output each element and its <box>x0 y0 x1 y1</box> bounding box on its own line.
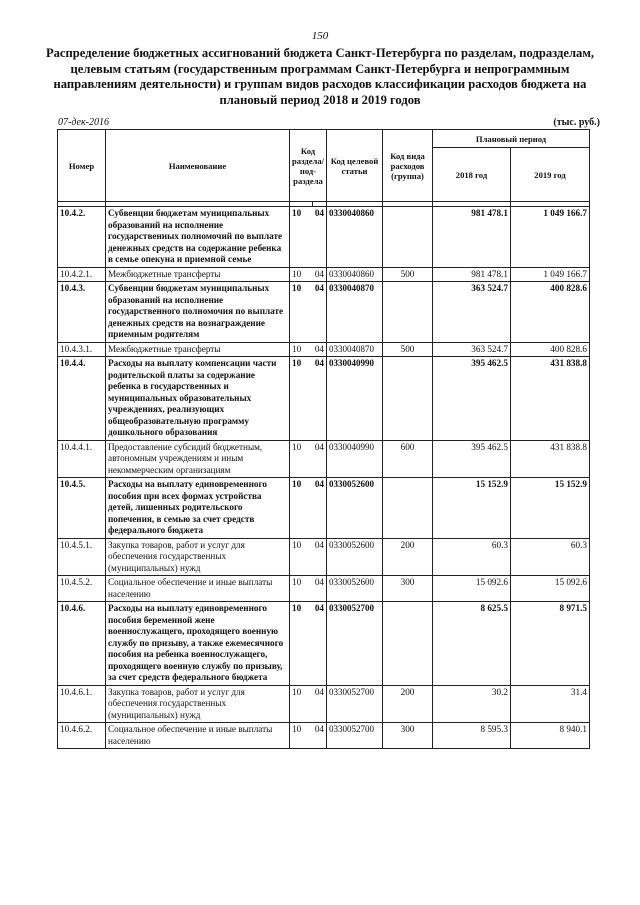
table-row <box>58 267 590 282</box>
row-section: 10 <box>290 207 313 268</box>
row-article: 0330040860 <box>327 267 383 282</box>
row-2019: 431 838.8 <box>511 357 590 441</box>
row-section: 10 <box>290 602 313 686</box>
table-row <box>58 207 590 268</box>
row-subsection: 04 <box>313 440 327 478</box>
row-2018: 981 478.1 <box>433 207 511 268</box>
row-2018: 60.3 <box>433 538 511 576</box>
row-article: 0330040860 <box>327 207 383 268</box>
row-2019: 400 828.6 <box>511 282 590 343</box>
row-section: 10 <box>290 538 313 576</box>
row-2019: 8 940.1 <box>511 723 590 749</box>
table-row <box>58 342 590 357</box>
row-article: 0330052600 <box>327 576 383 602</box>
row-name: Закупка товаров, работ и услуг для обеспечения государственных (муниципальных) нужд <box>106 685 290 723</box>
row-article: 0330052700 <box>327 602 383 686</box>
row-kind: 300 <box>383 723 433 749</box>
header-2019: 2019 год <box>511 148 590 202</box>
row-2018: 981 478.1 <box>433 267 511 282</box>
row-name: Субвенции бюджетам муниципальных образований на исполнение государственных полномочий по выплате денежных средств на содержание ребенка в семье опекуна и приемной семье <box>106 207 290 268</box>
row-number: 10.4.3. <box>58 282 106 343</box>
document-date: 07-дек-2016 <box>58 117 109 128</box>
row-kind: 500 <box>383 267 433 282</box>
row-2018: 8 595.3 <box>433 723 511 749</box>
row-article: 0330040990 <box>327 357 383 441</box>
row-2019: 1 049 166.7 <box>511 267 590 282</box>
row-section: 10 <box>290 440 313 478</box>
row-subsection: 04 <box>313 267 327 282</box>
row-number: 10.4.2.1. <box>58 267 106 282</box>
row-name: Субвенции бюджетам муниципальных образований на исполнение государственного полномочия по выплате денежных средств на вознаграждение приемным родителям <box>106 282 290 343</box>
row-name: Социальное обеспечение и иные выплаты населению <box>106 723 290 749</box>
row-kind: 200 <box>383 538 433 576</box>
header-kind: Код вида расходов (группа) <box>383 130 433 202</box>
row-name: Предоставление субсидий бюджетным, автономным учреждениям и иным некоммерческим организациям <box>106 440 290 478</box>
row-number: 10.4.5. <box>58 478 106 539</box>
table-row <box>58 538 590 576</box>
row-2019: 8 971.5 <box>511 602 590 686</box>
row-section: 10 <box>290 342 313 357</box>
row-number: 10.4.4.1. <box>58 440 106 478</box>
table-row <box>58 576 590 602</box>
page-title: Распределение бюджетных ассигнований бюджета Санкт-Петербурга по разделам, подразделам, целевым статьям (государственным программам Санкт-Петербурга и непрограммным направлениям деятельности) и группам видов расходов классификации расходов бюджета на плановый период 2018 и 2019 годов <box>45 46 595 107</box>
row-2019: 1 049 166.7 <box>511 207 590 268</box>
row-article: 0330052700 <box>327 685 383 723</box>
row-name: Расходы на выплату компенсации части родительской платы за содержание ребенка в государственных и муниципальных образовательных учреждениях, реализующих общеобразовательную программу дошкольного образования <box>106 357 290 441</box>
row-subsection: 04 <box>313 342 327 357</box>
row-section: 10 <box>290 357 313 441</box>
row-2018: 30.2 <box>433 685 511 723</box>
row-number: 10.4.6. <box>58 602 106 686</box>
row-section: 10 <box>290 282 313 343</box>
table-row <box>58 440 590 478</box>
table-row <box>58 685 590 723</box>
row-subsection: 04 <box>313 576 327 602</box>
table-row <box>58 478 590 539</box>
row-number: 10.4.5.2. <box>58 576 106 602</box>
row-2018: 395 462.5 <box>433 357 511 441</box>
row-kind: 300 <box>383 576 433 602</box>
row-name: Расходы на выплату единовременного пособия беременной жене военнослужащего, проходящего военную службу по призыву, а также ежемесячного пособия на ребенка военнослужащего, проходящего военную службу по призыву, за счет средств федерального бюджета <box>106 602 290 686</box>
row-kind <box>383 357 433 441</box>
row-kind: 200 <box>383 685 433 723</box>
row-kind <box>383 207 433 268</box>
row-article: 0330040990 <box>327 440 383 478</box>
row-kind <box>383 478 433 539</box>
row-2018: 363 524.7 <box>433 342 511 357</box>
row-article: 0330052600 <box>327 538 383 576</box>
row-number: 10.4.3.1. <box>58 342 106 357</box>
row-number: 10.4.2. <box>58 207 106 268</box>
header-section: Код раздела/ под-раздела <box>290 130 327 202</box>
row-name: Межбюджетные трансферты <box>106 342 290 357</box>
row-2018: 363 524.7 <box>433 282 511 343</box>
row-article: 0330040870 <box>327 342 383 357</box>
row-subsection: 04 <box>313 723 327 749</box>
header-period: Плановый период <box>433 130 590 148</box>
row-section: 10 <box>290 478 313 539</box>
row-number: 10.4.6.2. <box>58 723 106 749</box>
row-2018: 395 462.5 <box>433 440 511 478</box>
row-name: Межбюджетные трансферты <box>106 267 290 282</box>
row-number: 10.4.4. <box>58 357 106 441</box>
row-subsection: 04 <box>313 357 327 441</box>
page-number: 150 <box>311 30 329 42</box>
row-article: 0330052700 <box>327 723 383 749</box>
row-name: Расходы на выплату единовременного пособия при всех формах устройства детей, лишенных родительского попечения, в семью за счет средств федерального бюджета <box>106 478 290 539</box>
header-2018: 2018 год <box>433 148 511 202</box>
row-kind <box>383 282 433 343</box>
row-kind: 600 <box>383 440 433 478</box>
units-label: (тыс. руб.) <box>553 117 600 128</box>
header-article: Код целевой статьи <box>327 130 383 202</box>
row-subsection: 04 <box>313 478 327 539</box>
table-row <box>58 282 590 343</box>
row-2018: 15 092.6 <box>433 576 511 602</box>
row-article: 0330040870 <box>327 282 383 343</box>
row-2018: 15 152.9 <box>433 478 511 539</box>
row-2019: 60.3 <box>511 538 590 576</box>
header-number: Номер <box>58 130 106 202</box>
row-2019: 15 152.9 <box>511 478 590 539</box>
row-kind: 500 <box>383 342 433 357</box>
table-row <box>58 723 590 749</box>
row-number: 10.4.6.1. <box>58 685 106 723</box>
row-section: 10 <box>290 685 313 723</box>
row-subsection: 04 <box>313 602 327 686</box>
row-kind <box>383 602 433 686</box>
row-section: 10 <box>290 576 313 602</box>
table-body <box>58 207 590 749</box>
row-2019: 400 828.6 <box>511 342 590 357</box>
row-2018: 8 625.5 <box>433 602 511 686</box>
row-2019: 15 092.6 <box>511 576 590 602</box>
row-section: 10 <box>290 723 313 749</box>
row-subsection: 04 <box>313 685 327 723</box>
table-row <box>58 602 590 686</box>
row-name: Социальное обеспечение и иные выплаты населению <box>106 576 290 602</box>
header-name: Наименование <box>106 130 290 202</box>
table-row <box>58 357 590 441</box>
row-name: Закупка товаров, работ и услуг для обеспечения государственных (муниципальных) нужд <box>106 538 290 576</box>
row-number: 10.4.5.1. <box>58 538 106 576</box>
row-2019: 31.4 <box>511 685 590 723</box>
row-article: 0330052600 <box>327 478 383 539</box>
row-2019: 431 838.8 <box>511 440 590 478</box>
row-section: 10 <box>290 267 313 282</box>
row-subsection: 04 <box>313 207 327 268</box>
budget-table <box>57 129 590 749</box>
row-subsection: 04 <box>313 282 327 343</box>
row-subsection: 04 <box>313 538 327 576</box>
